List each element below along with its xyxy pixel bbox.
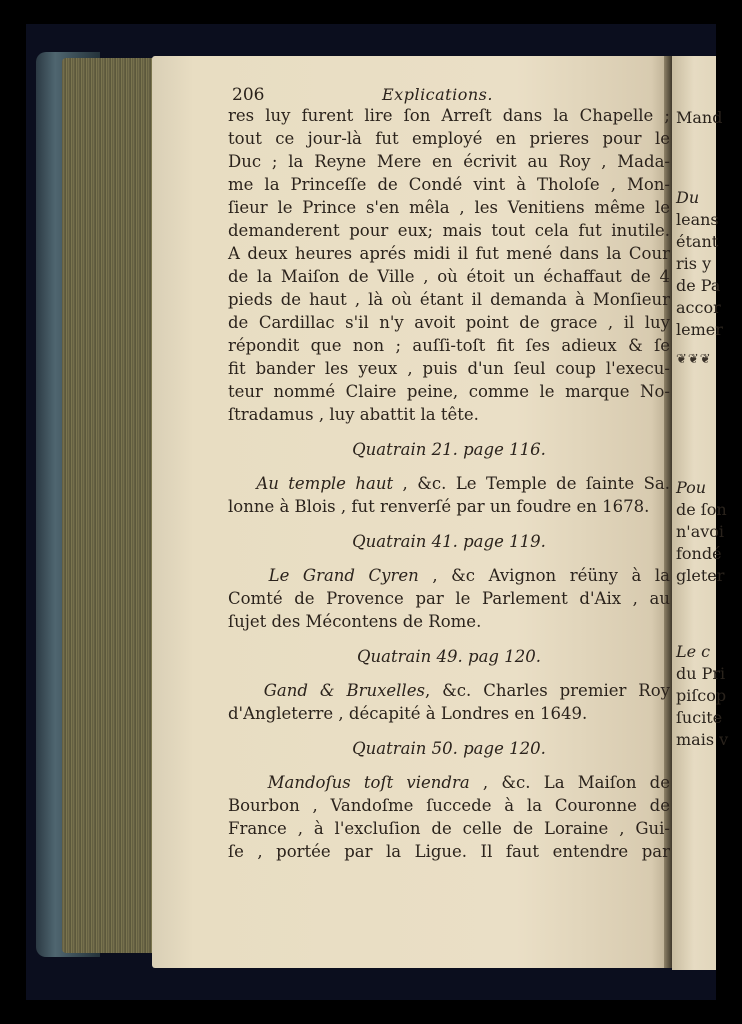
fragment-line: piſcop — [676, 686, 727, 705]
quatrain-entry — [228, 679, 670, 725]
text-line: pieds de haut , là où étant il demanda à Monſieur — [228, 290, 670, 309]
fragment-line: Mand — [676, 108, 723, 127]
fragment-line: lemer — [676, 320, 723, 339]
ornament-band-icon: ❦❦❦ — [676, 352, 712, 367]
right-page-fragment — [672, 56, 729, 970]
text-line: Bourbon , Vandoſme ſuccede à la Couronne de — [228, 796, 670, 815]
text-line: tout ce jour-là fut employé en prieres pour le — [228, 129, 670, 148]
fragment-line: leans — [676, 210, 719, 229]
fragment-line: gleter — [676, 566, 725, 585]
page-body — [228, 104, 670, 863]
text-line: d'Angleterre , décapité à Londres en 1649. — [228, 704, 588, 723]
text-line: ſieur le Prince s'en mêla , les Venitiens même le — [228, 198, 670, 217]
fragment-line: n'avoi — [676, 522, 725, 541]
text-line — [228, 564, 670, 587]
quatrain-heading: Quatrain 49. pag 120. — [357, 647, 541, 666]
fragment-line: de ſon — [676, 500, 727, 519]
text-line — [228, 679, 670, 702]
fragment-line: accor — [676, 298, 721, 317]
fragment-line: Le c — [676, 642, 711, 661]
text-line: ſtradamus , luy abattit la tête. — [228, 405, 479, 424]
quatrain-heading: Quatrain 21. page 116. — [352, 440, 546, 459]
text-line: teur nommé Claire peine, comme le marque No- — [228, 382, 670, 401]
running-title: Explications. — [382, 85, 493, 104]
fragment-line: ris y — [676, 254, 712, 273]
quatrain-entry — [228, 771, 670, 863]
etc-mark: , &c. — [424, 681, 484, 700]
text-line: Comté de Provence par le Parlement d'Aix , au — [228, 589, 670, 608]
paragraph-continuation — [228, 104, 670, 426]
text-line: ſujet des Mécontens de Rome. — [228, 612, 482, 631]
fragment-line: Pou — [676, 478, 707, 497]
text-line: lonne à Blois , fut renverſé par un foudre en 1678. — [228, 497, 650, 516]
text-line: ſe , portée par la Ligue. Il faut entendre par — [228, 842, 670, 861]
text-line: de Cardillac s'il n'y avoit point de grace , il luy — [228, 313, 670, 332]
fragment-line: du Pri — [676, 664, 726, 683]
quatrain-heading: Quatrain 41. page 119. — [352, 532, 546, 551]
text-line: Duc ; la Reyne Mere en écrivit au Roy , Mada- — [228, 152, 670, 171]
text-span: Avignon réüny à la — [488, 566, 670, 585]
text-line — [228, 771, 670, 794]
quatrain-incipit: Au temple haut — [256, 474, 394, 493]
fragment-line: étant — [676, 232, 719, 251]
text-line — [228, 472, 670, 495]
fragment-line: fondé — [676, 544, 722, 563]
quatrain-entry — [228, 564, 670, 633]
text-line: répondit que non ; auſſi-toſt fit ſes adieux & ſe — [228, 336, 670, 355]
quatrain-entry — [228, 472, 670, 518]
text-line: France , à l'excluſion de celle de Loraine , Gui- — [228, 819, 670, 838]
quatrain-incipit: Mandoſus toſt viendra — [267, 773, 470, 792]
fragment-line: mais v — [676, 730, 729, 749]
fragment-line: Du — [676, 188, 700, 207]
fragment-line: ſucite — [676, 708, 723, 727]
text-line: de la Maiſon de Ville , où étoit un échaffaut de 4 — [228, 267, 670, 286]
page-edges — [62, 58, 158, 953]
etc-mark: , &c. — [469, 773, 544, 792]
quatrain-heading: Quatrain 50. page 120. — [352, 739, 546, 758]
text-span: La Maiſon de — [543, 773, 670, 792]
fragment-line: de Pa — [676, 276, 721, 295]
text-span: Le Temple de ſainte Sa. — [455, 474, 670, 493]
text-line: res luy furent lire ſon Arreſt dans la Chapelle ; — [228, 106, 670, 125]
etc-mark: , &c — [418, 566, 489, 585]
page-number: 206 — [232, 85, 265, 105]
quatrain-incipit: Gand & Bruxelles — [263, 681, 425, 700]
text-line: fit bander les yeux , puis d'un ſeul coup l'execu- — [228, 359, 670, 378]
text-span: Charles premier Roy — [483, 681, 670, 700]
quatrain-incipit: Le Grand Cyren — [268, 566, 419, 585]
text-line: A deux heures aprés midi il fut mené dans la Cour — [228, 244, 670, 263]
text-line: demanderent pour eux; mais tout cela fut inutile. — [228, 221, 670, 240]
etc-mark: , &c. — [393, 474, 456, 493]
text-line: me la Princeſſe de Condé vint à Tholoſe , Mon- — [228, 175, 670, 194]
